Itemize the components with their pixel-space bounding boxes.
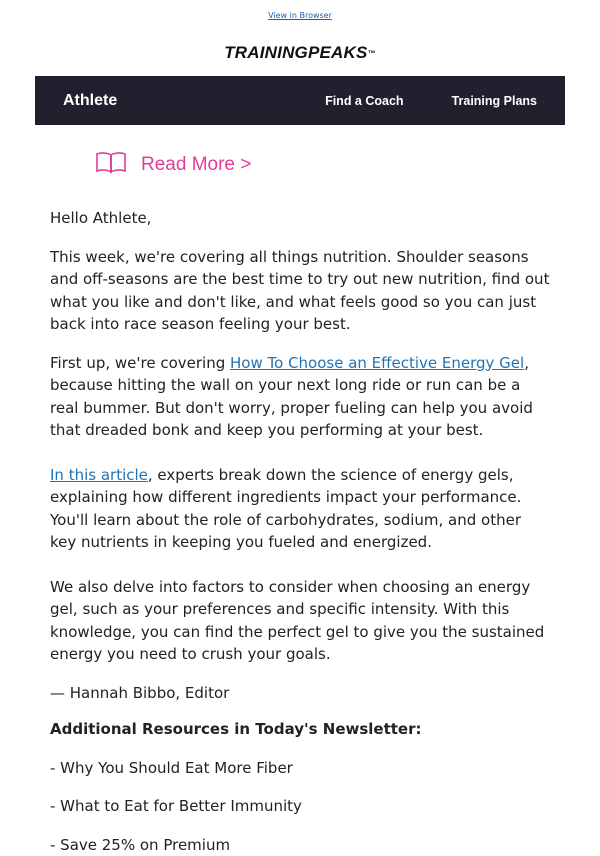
brand-trademark: ™ — [368, 49, 376, 58]
para2-suffix: , because hitting the wall on your next long ride or run can be a real bummer. But don't worry, proper fueling can help you avoid that dreaded bonk and keep you performing at your best. — [50, 354, 533, 440]
preheader — [0, 0, 600, 30]
article-paragraph — [50, 464, 550, 554]
para3-suffix: , experts break down the science of energy gels, explaining how different ingredients impact your performance. You'll learn about the role of carbohydrates, sodium, and other key nutrients in keeping you fueled and energized. — [50, 466, 521, 552]
factors-paragraph: We also delve into factors to consider when choosing an energy gel, such as your preferences and specific intensity. With this knowledge, you can find the perfect gel to give you the sustained energy you need to crush your goals. — [50, 576, 550, 666]
resource-item[interactable]: - Save 25% on Premium — [50, 834, 550, 856]
nav-training-plans[interactable]: Training Plans — [452, 94, 537, 108]
energy-gel-paragraph — [50, 352, 550, 442]
in-this-article-link[interactable]: In this article — [50, 466, 148, 484]
newsletter-body — [0, 207, 600, 856]
nav-bar — [35, 76, 565, 125]
para2-prefix: First up, we're covering — [50, 354, 230, 372]
open-book-icon — [95, 151, 127, 179]
nav-find-a-coach[interactable]: Find a Coach — [325, 94, 403, 108]
resource-item[interactable]: - What to Eat for Better Immunity — [50, 795, 550, 818]
energy-gel-link[interactable]: How To Choose an Effective Energy Gel — [230, 354, 524, 372]
resource-item[interactable]: - Why You Should Eat More Fiber — [50, 757, 550, 780]
editor-signoff: — Hannah Bibbo, Editor — [50, 682, 550, 705]
nav-links — [325, 94, 537, 108]
intro-paragraph: This week, we're covering all things nutrition. Shoulder seasons and off-seasons are the best time to try out new nutrition, find out what you like and don't like, and what feels good so you can just back into race season feeling your best. — [50, 246, 550, 336]
view-in-browser-link[interactable]: View in Browser — [268, 11, 332, 20]
brand-wordmark: TRAININGPEAKS — [224, 43, 367, 63]
resources-heading: Additional Resources in Today's Newsletter: — [50, 718, 550, 741]
nav-athlete[interactable]: Athlete — [63, 92, 117, 110]
read-more-label: Read More > — [141, 154, 251, 176]
read-more-button[interactable] — [95, 151, 600, 179]
greeting: Hello Athlete, — [50, 207, 550, 230]
brand-logo[interactable] — [0, 30, 600, 76]
